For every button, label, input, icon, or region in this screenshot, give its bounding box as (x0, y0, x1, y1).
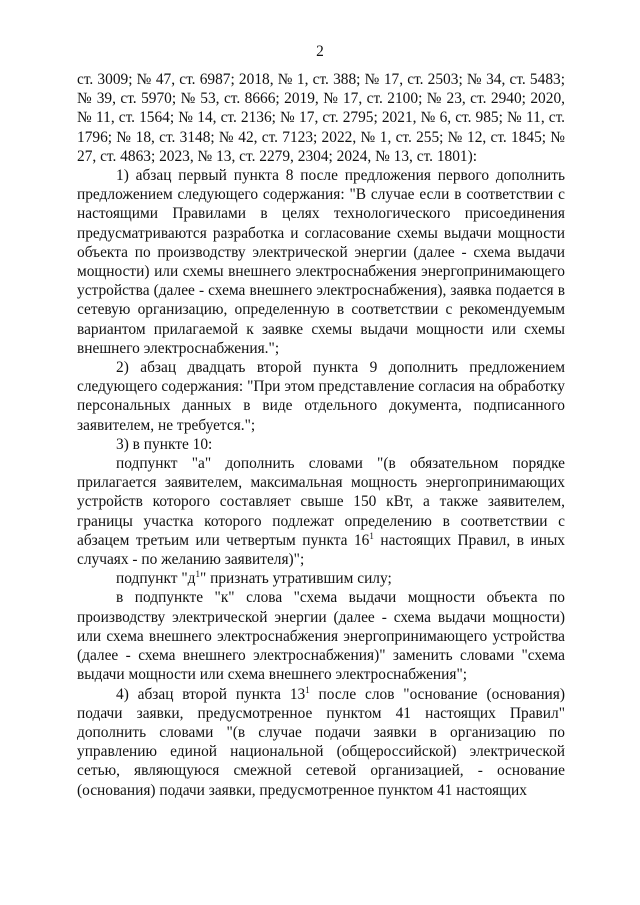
superscript: 1 (195, 569, 200, 580)
paragraph-text: подпункт "д (116, 570, 196, 588)
paragraph-subitem-k (77, 588, 565, 684)
superscript: 1 (305, 684, 310, 695)
paragraph-item-3 (77, 435, 565, 454)
paragraph-text-tail: после слов "основание (основания) подачи заявки, предусмотренное пунктом 41 настоящих Правил" дополнить словами "(в случае подачи заявки в организацию по управлению единой национальной (общероссийской) электрической сетью, являющуюся смежной сетевой организацией, - основание (основания) подачи заявки, предусмотренное пунктом 41 настоящих (77, 685, 565, 799)
paragraph-item-1 (77, 166, 565, 358)
paragraph-text: ст. 3009; № 47, ст. 6987; 2018, № 1, ст. 388; № 17, ст. 2503; № 34, ст. 5483; № 39, ст. 5970; № 53, ст. 8666; 2019, № 17, ст. 2100; № 23, ст. 2940; 2020, № 11, ст. 1564; № 14, ст. 2136; № 17, ст. 2795; 2021, № 6, ст. 985; № 11, ст. 1796; № 18, ст. 3148; № 42, ст. 7123; 2022, № 1, ст. 255; № 12, ст. 1845; № 27, ст. 4863; 2023, № 13, ст. 2279, 2304; 2024, № 13, ст. 1801): (77, 71, 565, 165)
paragraph-text: 4) абзац второй пункта 13 (116, 685, 306, 703)
paragraph-text: 3) в пункте 10: (116, 435, 213, 453)
paragraph-text: в подпункте "к" слова "схема выдачи мощности объекта по производству электрической энергии (далее - схема выдачи мощности) или схема внешнего электроснабжения энергопринимающего устройства (далее - схема внешнего электроснабжения)" заменить словами "схема выдачи мощности или схема внешнего электроснабжения"; (77, 589, 565, 684)
paragraph-item-2 (77, 358, 565, 435)
paragraph-item-4 (77, 685, 565, 800)
paragraph-text: 2) абзац двадцать второй пункта 9 дополнить предложением следующего содержания: "При этом представление согласия на обработку персональных данных в виде отдельного документа, подписанного заявителем, не требуется."; (77, 359, 565, 434)
paragraph-text-tail: настоящих Правил, в иных случаях - по желанию заявителя)"; (77, 531, 565, 569)
page-number: 2 (316, 43, 324, 60)
paragraph-text: 1) абзац первый пункта 8 после предложения первого дополнить предложением следующего содержания: "В случае если в соответствии с настоящими Правилами в целях технологического присоединения предусматриваются разработка и согласование схемы выдачи мощности объекта по производству электрической энергии (далее - схема выдачи мощности) или схемы внешнего электроснабжения энергопринимающего устройства (далее - схема внешнего электроснабжения), заявка подается в сетевую организацию, определенную в соответствии с рекомендуемым вариантом прилагаемой к заявке схемы выдачи мощности или схемы внешнего электроснабжения."; (77, 167, 565, 357)
paragraph-citations (77, 70, 565, 166)
document-body (77, 70, 565, 800)
superscript: 1 (369, 530, 374, 541)
paragraph-subitem-d1 (77, 569, 565, 588)
paragraph-text-tail: " признать утратившим силу; (199, 570, 392, 588)
paragraph-text: подпункт "а" дополнить словами "(в обязательном порядке прилагается заявителем, максимальная мощность энергопринимающих устройств которого составляет свыше 150 кВт, а также заявителем, границы участка которого подлежат определению в соответствии с абзацем третьим или четвертым пункта 16 (77, 455, 565, 549)
paragraph-subitem-a (77, 454, 565, 569)
